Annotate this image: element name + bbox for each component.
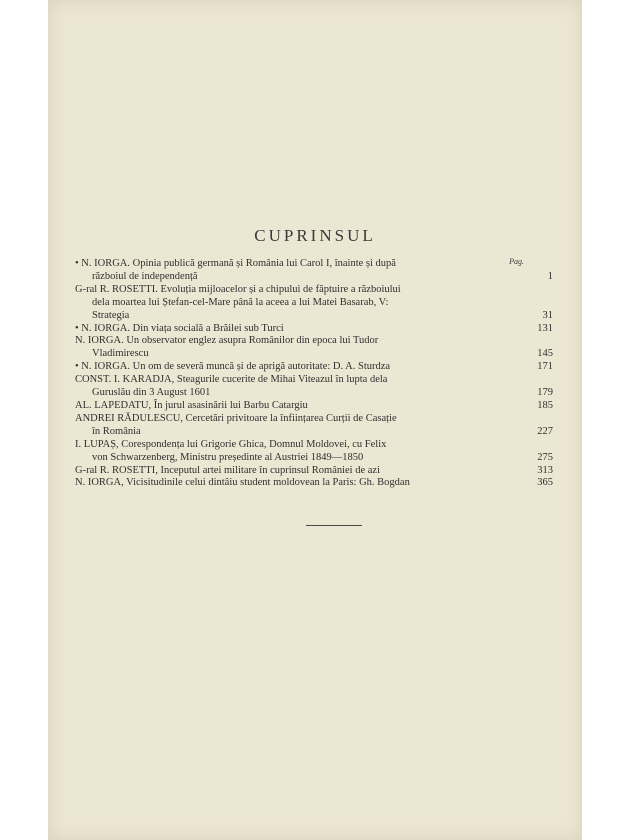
- toc-entry: [75, 284, 553, 323]
- toc-entry-line: G-ral R. ROSETTI. Evoluția mijloacelor și a chipului de făptuire a războiului: [75, 283, 401, 295]
- toc-entry-line: războiul de independență: [92, 270, 198, 282]
- toc-entry-line: • N. IORGA. Opinia publică germană și România lui Carol I, înainte și după: [75, 258, 396, 269]
- toc-entry-line: G-ral R. ROSETTI, Inceputul artei militare în cuprinsul României de azi: [75, 464, 380, 476]
- toc-page-number: 227: [537, 425, 553, 437]
- toc-entry-line: N. IORGA, Vicisitudinile celui dintâiu student moldovean la Paris: Gh. Bogdan: [75, 477, 410, 489]
- toc-entry-line: Vladimirescu: [92, 348, 149, 360]
- toc-entry: [75, 323, 553, 336]
- toc-page-number: 179: [537, 387, 553, 399]
- toc-page-number: 275: [537, 451, 553, 463]
- page-title: CUPRINSUL: [254, 226, 376, 245]
- toc-entry-line: CONST. I. KARADJA, Steagurile cucerite de Mihai Viteazul în lupta dela: [75, 374, 388, 386]
- toc-entry-line: von Schwarzenberg, Ministru președinte al Austriei 1849—1850: [92, 451, 364, 463]
- toc-entry: [75, 400, 553, 413]
- toc-entry: [75, 413, 553, 439]
- document-page: [48, 0, 582, 840]
- toc-page-number: 131: [537, 322, 553, 334]
- toc-entry: [75, 361, 553, 374]
- toc-page-number: 1: [547, 270, 553, 282]
- toc-entry: [75, 374, 553, 400]
- toc-entry-line: • N. IORGA. Un om de severă muncă și de aprigă autoritate: D. A. Sturdza: [75, 361, 391, 373]
- toc-entry: [75, 465, 553, 478]
- toc-entry: [75, 439, 553, 465]
- toc-entry-line: AL. LAPEDATU, În jurul asasinării lui Barbu Catargiu: [75, 399, 308, 411]
- toc-entry-line: ANDREI RĂDULESCU, Cercetări privitoare la înființarea Curții de Casație: [75, 412, 397, 424]
- toc-entry: [75, 258, 553, 284]
- toc-page-number: 145: [537, 348, 553, 360]
- toc-entry-line: I. LUPAȘ, Corespondența lui Grigorie Ghica, Domnul Moldovei, cu Felix: [75, 438, 387, 450]
- toc-entry-line: dela moartea lui Ștefan-cel-Mare până la aceea a lui Matei Basarab, V:: [92, 296, 389, 308]
- toc-page-number: 171: [537, 361, 553, 373]
- toc-entry: [75, 335, 553, 361]
- toc-entry-line: Guruslău din 3 August 1601: [92, 387, 211, 399]
- toc-entry: [75, 477, 553, 490]
- closing-rule: [306, 525, 362, 526]
- toc-entry-line: în România: [92, 425, 141, 437]
- toc-entry-line: Strategia: [92, 309, 130, 321]
- toc-entry-line: N. IORGA. Un observator englez asupra Românilor din epoca lui Tudor: [75, 335, 379, 347]
- toc-page-number: 365: [537, 477, 553, 489]
- toc-page-number: 31: [542, 309, 553, 321]
- toc-page-number: 313: [537, 464, 553, 476]
- toc-entry-line: • N. IORGA. Din viața socială a Brăilei sub Turci: [75, 322, 284, 334]
- toc-page-number: 185: [537, 399, 553, 411]
- page-column-header: Pag.: [509, 257, 524, 266]
- table-of-contents: [75, 258, 553, 490]
